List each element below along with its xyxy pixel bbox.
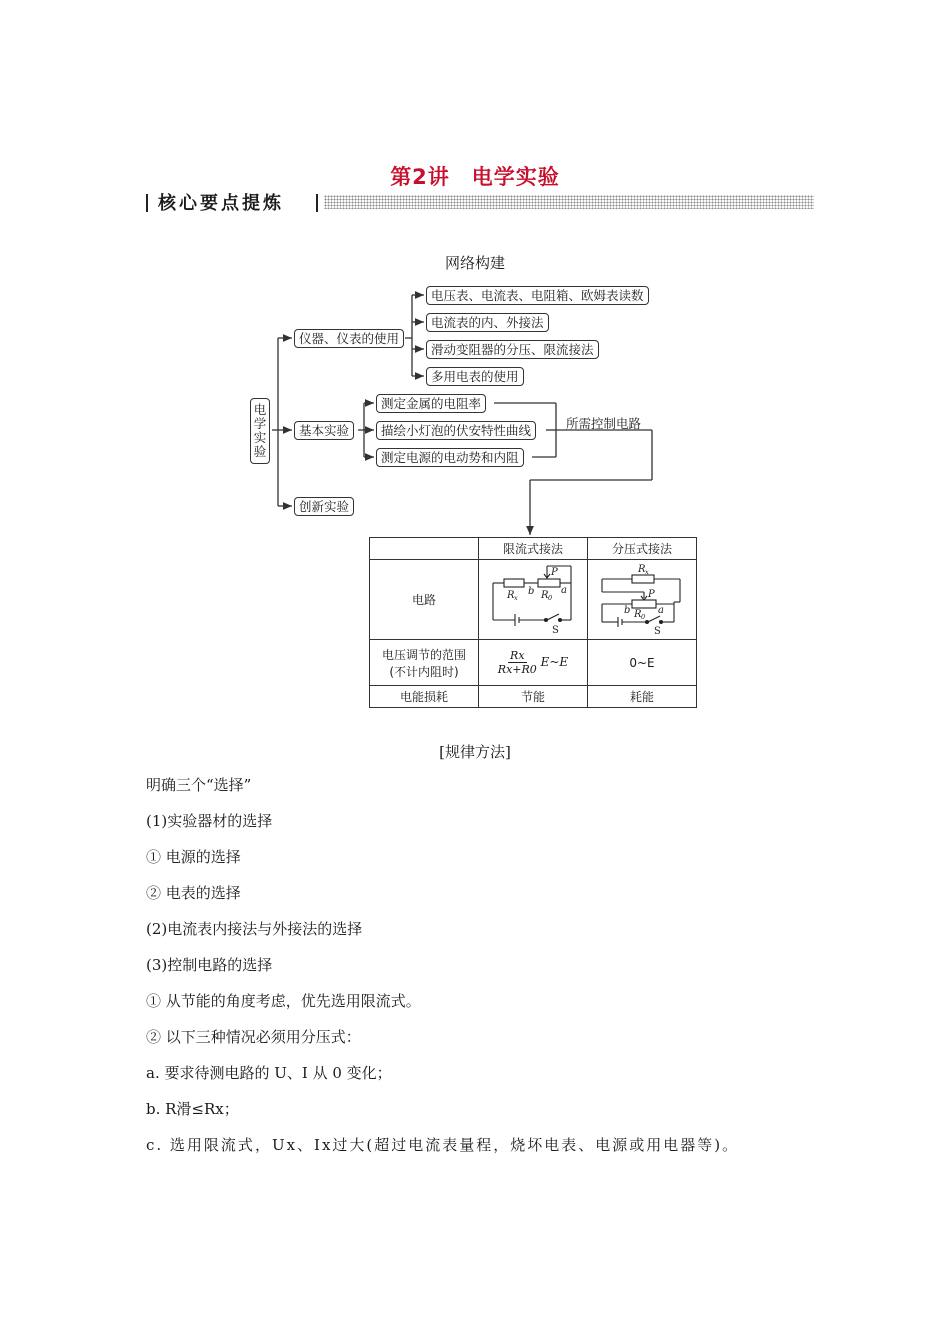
- branch-basic-experiments: 基本实验: [294, 421, 354, 440]
- limit-circuit-cell: [479, 560, 588, 640]
- line-energy-saving: ① 从节能的角度考虑，优先选用限流式。: [146, 992, 421, 1010]
- limit-range-suffix: E~E: [540, 655, 569, 669]
- divider-circuit-diagram: [590, 562, 694, 638]
- svg-text:S: S: [552, 624, 559, 636]
- svg-text:P: P: [648, 588, 655, 600]
- line-three-choices: 明确三个“选择”: [146, 776, 252, 794]
- divider-circuit-cell: [588, 560, 697, 640]
- divider-loss-cell: 耗能: [588, 686, 697, 708]
- emf-node: 测定电源的电动势和内阻: [376, 448, 524, 467]
- instrument-reading-node: 电压表、电流表、电阻箱、欧姆表读数: [426, 286, 649, 305]
- row-range-label-line1: 电压调节的范围: [381, 647, 466, 662]
- page-title: 第2讲 电学实验: [390, 165, 560, 189]
- rheostat-connection-node: 滑动变阻器的分压、限流接法: [426, 340, 599, 359]
- svg-text:S: S: [654, 625, 661, 637]
- svg-text:b: b: [528, 585, 535, 597]
- ammeter-connection-node: 电流表的内、外接法: [426, 313, 549, 332]
- svg-text:x: x: [645, 567, 649, 576]
- connector-label: 所需控制电路: [566, 416, 642, 431]
- line-case-a: a. 要求待测电路的 U、I 从 0 变化；: [146, 1064, 392, 1082]
- table-header-divider: 分压式接法: [588, 538, 697, 560]
- limit-loss-cell: 节能: [479, 686, 588, 708]
- limit-circuit-diagram: [481, 562, 585, 638]
- line-control-circuit: (3)控制电路的选择: [146, 956, 273, 974]
- mindmap-root: 电学实验: [250, 398, 270, 464]
- method-title: [规律方法]: [439, 743, 511, 761]
- line-connection-choice: (2)电流表内接法与外接法的选择: [146, 920, 363, 938]
- svg-text:a: a: [658, 604, 664, 616]
- limit-range-cell: [479, 640, 588, 686]
- svg-text:0: 0: [548, 593, 553, 602]
- row-range-label: [370, 640, 479, 686]
- multimeter-node: 多用电表的使用: [426, 367, 524, 386]
- svg-text:a: a: [561, 584, 567, 596]
- branch-innovative-experiments: 创新实验: [294, 497, 354, 516]
- table-header-blank: [370, 538, 479, 560]
- section-label: 核心要点提炼: [158, 193, 284, 214]
- line-case-b: b. R滑≤Rx；: [146, 1100, 239, 1118]
- svg-text:R: R: [638, 563, 646, 575]
- svg-text:x: x: [514, 593, 518, 602]
- svg-text:R: R: [507, 589, 515, 601]
- divider-range-cell: 0~E: [588, 640, 697, 686]
- limit-range-numerator: Rx: [510, 649, 525, 662]
- svg-text:R: R: [541, 589, 549, 601]
- network-title: 网络构建: [444, 254, 505, 272]
- limit-range-fraction: [498, 649, 537, 676]
- line-case-c: c. 选用限流式，Ux、Ix过大(超过电流表量程，烧坏电表、电源或用电器等)。: [146, 1136, 740, 1154]
- line-must-divider: ② 以下三种情况必须用分压式：: [146, 1028, 361, 1046]
- svg-text:R: R: [634, 608, 642, 620]
- line-power-choice: ① 电源的选择: [146, 848, 241, 866]
- limit-range-denominator: Rx+R0: [497, 663, 537, 676]
- svg-text:0: 0: [641, 612, 646, 621]
- row-circuit-label: 电路: [370, 560, 479, 640]
- resistivity-node: 测定金属的电阻率: [376, 394, 486, 413]
- table-header-limit: 限流式接法: [479, 538, 588, 560]
- svg-text:b: b: [624, 604, 631, 616]
- branch-instruments: 仪器、仪表的使用: [294, 329, 404, 348]
- row-loss-label: 电能损耗: [370, 686, 479, 708]
- row-range-label-line2: (不计内阻时): [389, 664, 459, 679]
- comparison-table: [369, 537, 697, 708]
- line-meter-choice: ② 电表的选择: [146, 884, 241, 902]
- line-equipment-choice: (1)实验器材的选择: [146, 812, 273, 830]
- svg-text:P: P: [551, 566, 558, 578]
- bulb-characteristic-node: 描绘小灯泡的伏安特性曲线: [376, 421, 536, 440]
